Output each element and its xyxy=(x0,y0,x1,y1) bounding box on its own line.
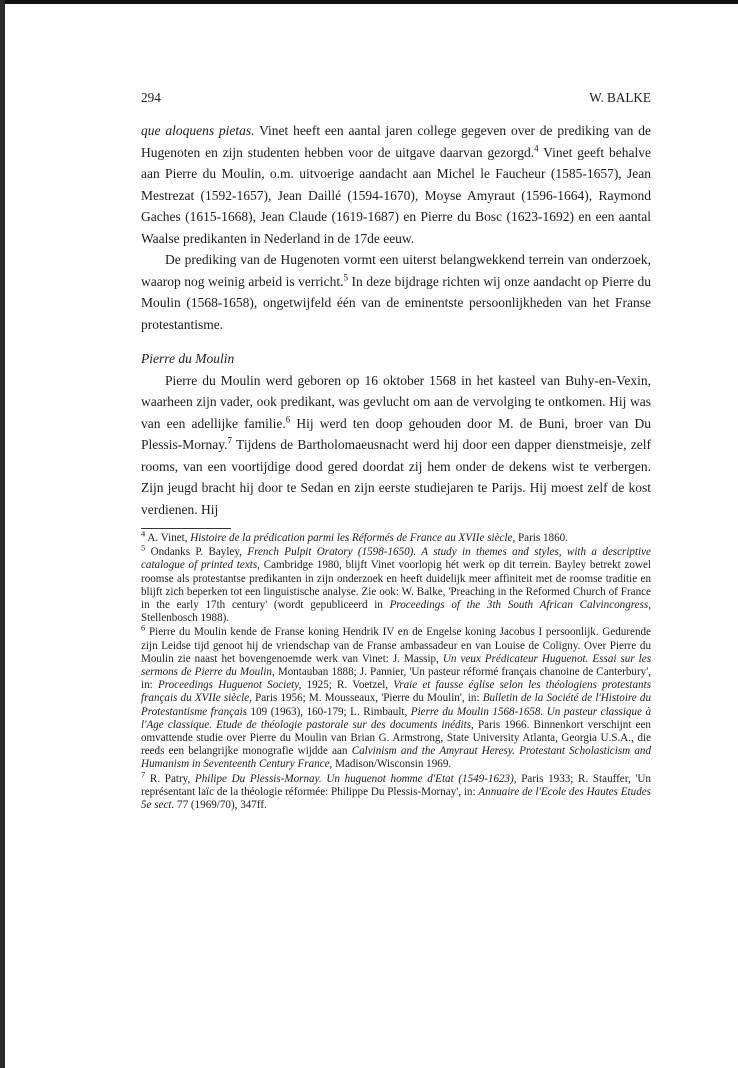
text-run: 1925; R. Voetzel, xyxy=(301,679,394,692)
footnotes xyxy=(141,528,652,812)
footnote-6 xyxy=(141,622,652,771)
footnote-number: 7 xyxy=(141,768,146,779)
footnote-ref-4: 4 xyxy=(534,143,539,153)
latin-phrase: que aloquens pietas. xyxy=(141,123,255,138)
text-run: Paris 1966. Binnenkort verschijnt een omvattende studie over Pierre du Moulin van Brian G. Armstrong, State University Atlanta, Georgia U.S.A., die reeds een belangrijke monografie wijdde aan xyxy=(141,718,651,758)
page-header xyxy=(141,90,651,106)
text-run: 77 (1969/70), 347ff. xyxy=(174,799,267,812)
text-run: R. Patry, xyxy=(145,772,195,785)
paragraph-1 xyxy=(141,120,651,249)
footnote-7 xyxy=(141,768,651,813)
footnote-ref-6: 6 xyxy=(285,414,291,424)
text-run: Madison/Wisconsin 1969. xyxy=(332,758,452,771)
citation-title: Bulletin de la Société de l'Histoire du Protestantisme français xyxy=(141,692,651,718)
text-run: Montauban 1888; J. Pannier, 'Un pasteur réformé français chanoine de Canterbury', in: xyxy=(141,666,651,692)
text-run: De prediking van de Hugenoten vormt een uiterst belangwekkend terrein van onderzoek, waarop nog weinig arbeid is verricht. xyxy=(141,252,651,289)
text-run: Vinet heeft een aantal jaren college gegeven over de prediking van de Hugenoten en zijn studenten hebben voor de uitgave daarvan gezorgd. xyxy=(141,123,651,160)
book-page xyxy=(141,90,651,812)
paragraph-2 xyxy=(141,249,651,335)
text-run: Tijdens de Bartholomaeusnacht werd hij door een dapper dienstmeisje, zelf rooms, van een voortijdige dood gered doordat zij hem onder de dekens wist te verbergen. Zijn jeugd bracht hij door te Sedan en zijn eerste studiejaren te Parijs. Hij moest zelf de kost verdienen. Hij xyxy=(141,437,651,517)
text-run: Stellenbosch 1988). xyxy=(141,612,230,625)
text-run: Paris 1933; R. Stauffer, 'Un représentant laïc de la théologie réformée: Philippe Du Plessis-Mornay', in: xyxy=(141,772,651,798)
text-run: Pierre du Moulin kende de Franse koning Hendrik IV en de Engelse koning Jacobus I persoonlijk. Gedurende zijn Leidse tijd genoot hij de vriendschap van de Franse ambassadeur en van Louise de Coligny. Over Pierre du Moulin zie naast het bovengenoemde werk van Vinet: J. Massip, xyxy=(141,626,651,665)
text-run: Ondanks P. Bayley, xyxy=(145,546,248,559)
text-run: Hij werd ten doop gehouden door M. de Buni, broer van Du Plessis-Mornay. xyxy=(141,415,652,452)
footnote-4 xyxy=(141,528,651,545)
footnote-number: 6 xyxy=(141,622,146,633)
body-text xyxy=(141,120,651,520)
citation-title: Proceedings Huguenot Society, xyxy=(157,679,302,692)
citation-title: Un veux Prédicateur Huguenot. Essai sur les sermons de Pierre du Moulin, xyxy=(141,652,652,679)
footnote-ref-5: 5 xyxy=(343,272,348,282)
page-number: 294 xyxy=(141,90,161,105)
footnote-5 xyxy=(141,542,651,625)
text-run: Paris 1860. xyxy=(515,532,568,544)
citation-title: Calvinism and the Amyraut Heresy. Protestant Scholasticism and Humanism in Seventeenth Century France, xyxy=(141,745,651,771)
citation-title: Pierre du Moulin 1568-1658. Un pasteur classique à l'Age classique. Etude de théologie pastorale sur des documents inédits, xyxy=(141,705,651,731)
text-run: 109 (1963), 160-179; L. Rimbault, xyxy=(247,705,411,718)
citation-title: Philipe Du Plessis-Mornay. Un huguenot homme d'Etat (1549-1623), xyxy=(194,772,517,785)
scan-edge-left xyxy=(0,0,5,1068)
citation-title: Vraie et fausse église selon les théologiens protestants français du XVIIe siècle, xyxy=(141,679,652,705)
citation-title: French Pulpit Oratory (1598-1650). A study in themes and styles, with a descriptive catalogue of printed texts, xyxy=(141,546,651,572)
text-run: Pierre du Moulin werd geboren op 16 oktober 1568 in het kasteel van Buhy-en-Vexin, waarheen zijn vader, ook predikant, was gevlucht om aan de vervolging te ontkomen. Hij was van een adellijke familie. xyxy=(141,372,651,431)
footnote-ref-7: 7 xyxy=(227,435,232,446)
paragraph-3 xyxy=(141,370,651,521)
footnote-number: 5 xyxy=(141,542,146,553)
text-run: Cambridge 1980, blijft Vinet voorlopig hét werk op dit terrein. Bayley betrekt zowel roomse als protestantse predikanten in zijn onderzoek en heeft duidelijk meer affiniteit met de roomse traditie en blijft zich beperken tot een linguistische analyse. Zie ook: W. Balke, 'Preaching in the Reformed Church of France in the early 17th century' (wordt gepubliceerd in xyxy=(141,559,651,612)
scan-edge-top xyxy=(0,0,738,4)
text-run: Paris 1956; M. Mousseaux, 'Pierre du Moulin', in: xyxy=(251,692,483,705)
text-run: Vinet geeft behalve aan Pierre du Moulin, o.m. uitvoerige aandacht aan Michel le Faucheur (1585-1657), Jean Mestrezat (1592-1657), Jean Daillé (1594-1670), Moyse Amyraut (1596-1664), Raymond Gaches (1615-1668), Jean Claude (1619-1687) en Pierre du Bosc (1623-1692) en een aantal Waalse predikanten in Nederland in de 17de eeuw. xyxy=(141,144,651,246)
citation-title: Proceedings of the 3th South African Calvincongress, xyxy=(389,599,651,612)
text-run: In deze bijdrage richten wij onze aandacht op Pierre du Moulin (1568-1658), ongetwijfeld één van de eminentste persoonlijkheden van het Franse protestantisme. xyxy=(141,273,651,332)
section-heading: Pierre du Moulin xyxy=(141,351,235,366)
citation-title: Histoire de la prédication parmi les Réformés de France au XVIIe siècle, xyxy=(190,532,516,544)
running-head: W. BALKE xyxy=(589,90,651,105)
footnote-divider xyxy=(141,528,231,529)
citation-title: Annuaire de l'Ecole des Hautes Etudes 5e sect. xyxy=(141,785,651,812)
text-run: A. Vinet, xyxy=(145,532,191,544)
footnote-number: 4 xyxy=(141,528,146,539)
